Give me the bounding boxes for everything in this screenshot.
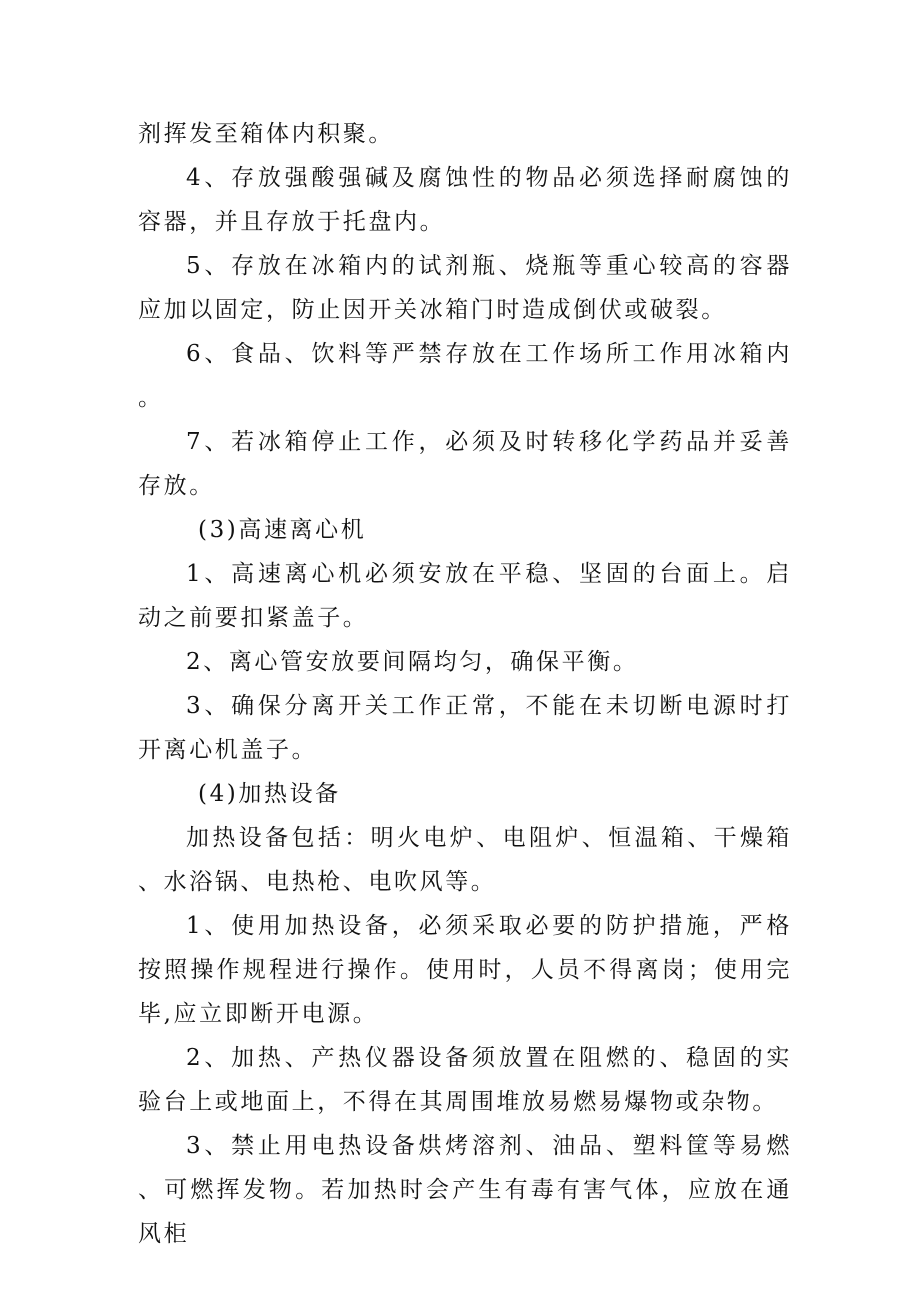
paragraph-continuation: 剂挥发至箱体内积聚。 [138,121,394,147]
section-heading-heating-equipment: (4)加热设备 [198,781,341,807]
heating-item-3: 3、禁止用电热设备烘烤溶剂、油品、塑料筐等易燃、可燃挥发物。若加热时会产生有毒有害气体，应放在通风柜 [138,1133,792,1247]
heating-item-2: 2、加热、产热仪器设备须放置在阻燃的、稳固的实验台上或地面上，不得在其周围堆放易燃易爆物或杂物。 [138,1045,792,1115]
heating-item-1: 1、使用加热设备，必须采取必要的防护措施，严格按照操作规程进行操作。使用时，人员不得离岗；使用完毕,应立即断开电源。 [138,913,792,1027]
list-item-4: 4、存放强酸强碱及腐蚀性的物品必须选择耐腐蚀的容器，并且存放于托盘内。 [138,165,792,235]
centrifuge-item-1: 1、高速离心机必须安放在平稳、坚固的台面上。启动之前要扣紧盖子。 [138,561,792,631]
list-item-7: 7、若冰箱停止工作，必须及时转移化学药品并妥善存放。 [138,429,792,499]
list-item-5: 5、存放在冰箱内的试剂瓶、烧瓶等重心较高的容器应加以固定，防止因开关冰箱门时造成倒伏或破裂。 [138,253,792,323]
centrifuge-item-2: 2、离心管安放要间隔均匀，确保平衡。 [186,649,639,675]
document-body [138,112,792,1256]
centrifuge-item-3: 3、确保分离开关工作正常，不能在未切断电源时打开离心机盖子。 [138,693,792,763]
heating-equipment-intro: 加热设备包括：明火电炉、电阻炉、恒温箱、干燥箱、水浴锅、电热枪、电吹风等。 [138,825,792,895]
list-item-6: 6、食品、饮料等严禁存放在工作场所工作用冰箱内。 [138,341,792,411]
section-heading-centrifuge: (3)高速离心机 [198,517,367,543]
